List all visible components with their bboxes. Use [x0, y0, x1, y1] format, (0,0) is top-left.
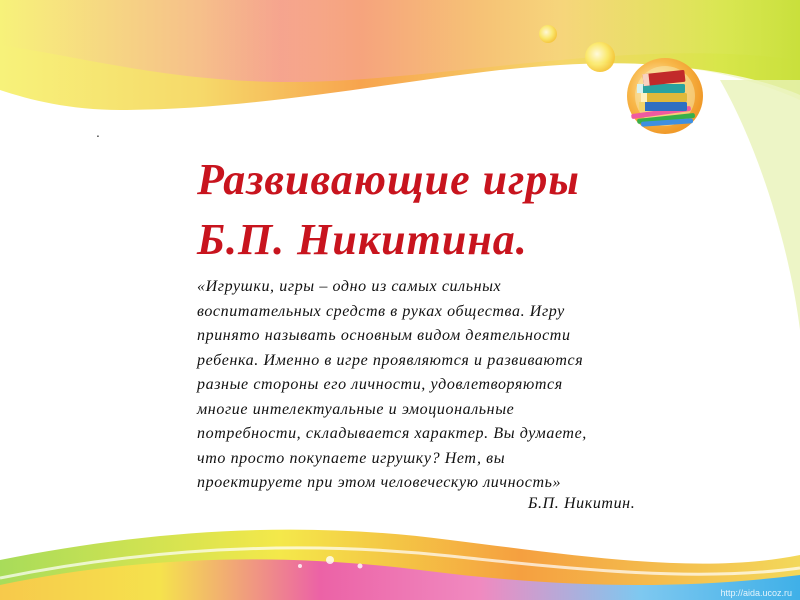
slide-marker: .: [96, 124, 100, 140]
title-line: Развивающие игры: [197, 155, 580, 204]
quote-line: ребенка. Именно в игре проявляются и развиваются: [197, 351, 584, 369]
quote-line: «Игрушки, игры – одно из самых сильных: [197, 278, 502, 295]
quote-author: Б.П. Никитин.: [528, 495, 636, 512]
quote-line: воспитательных средств в руках общества. Игру: [197, 302, 565, 320]
quote-line: разные стороны его личности, удовлетворяются: [197, 376, 563, 393]
books-stack-icon: [627, 64, 707, 128]
title-line: Б.П. Никитина.: [197, 215, 528, 264]
quote-line: что просто покупаете игрушку? Нет, вы: [197, 449, 506, 467]
quote-line: потребности, складывается характер. Вы думаете,: [197, 425, 587, 442]
slide-title: [197, 150, 717, 270]
watermark-url: http://aida.ucoz.ru: [720, 588, 792, 598]
quote-line: проектируете при этом человеческую личность»: [197, 474, 562, 491]
quote-line: многие интелектуальные и эмоциональные: [197, 400, 515, 418]
quote-line: принято называть основным видом деятельности: [197, 327, 571, 344]
quote-text: [197, 275, 667, 496]
